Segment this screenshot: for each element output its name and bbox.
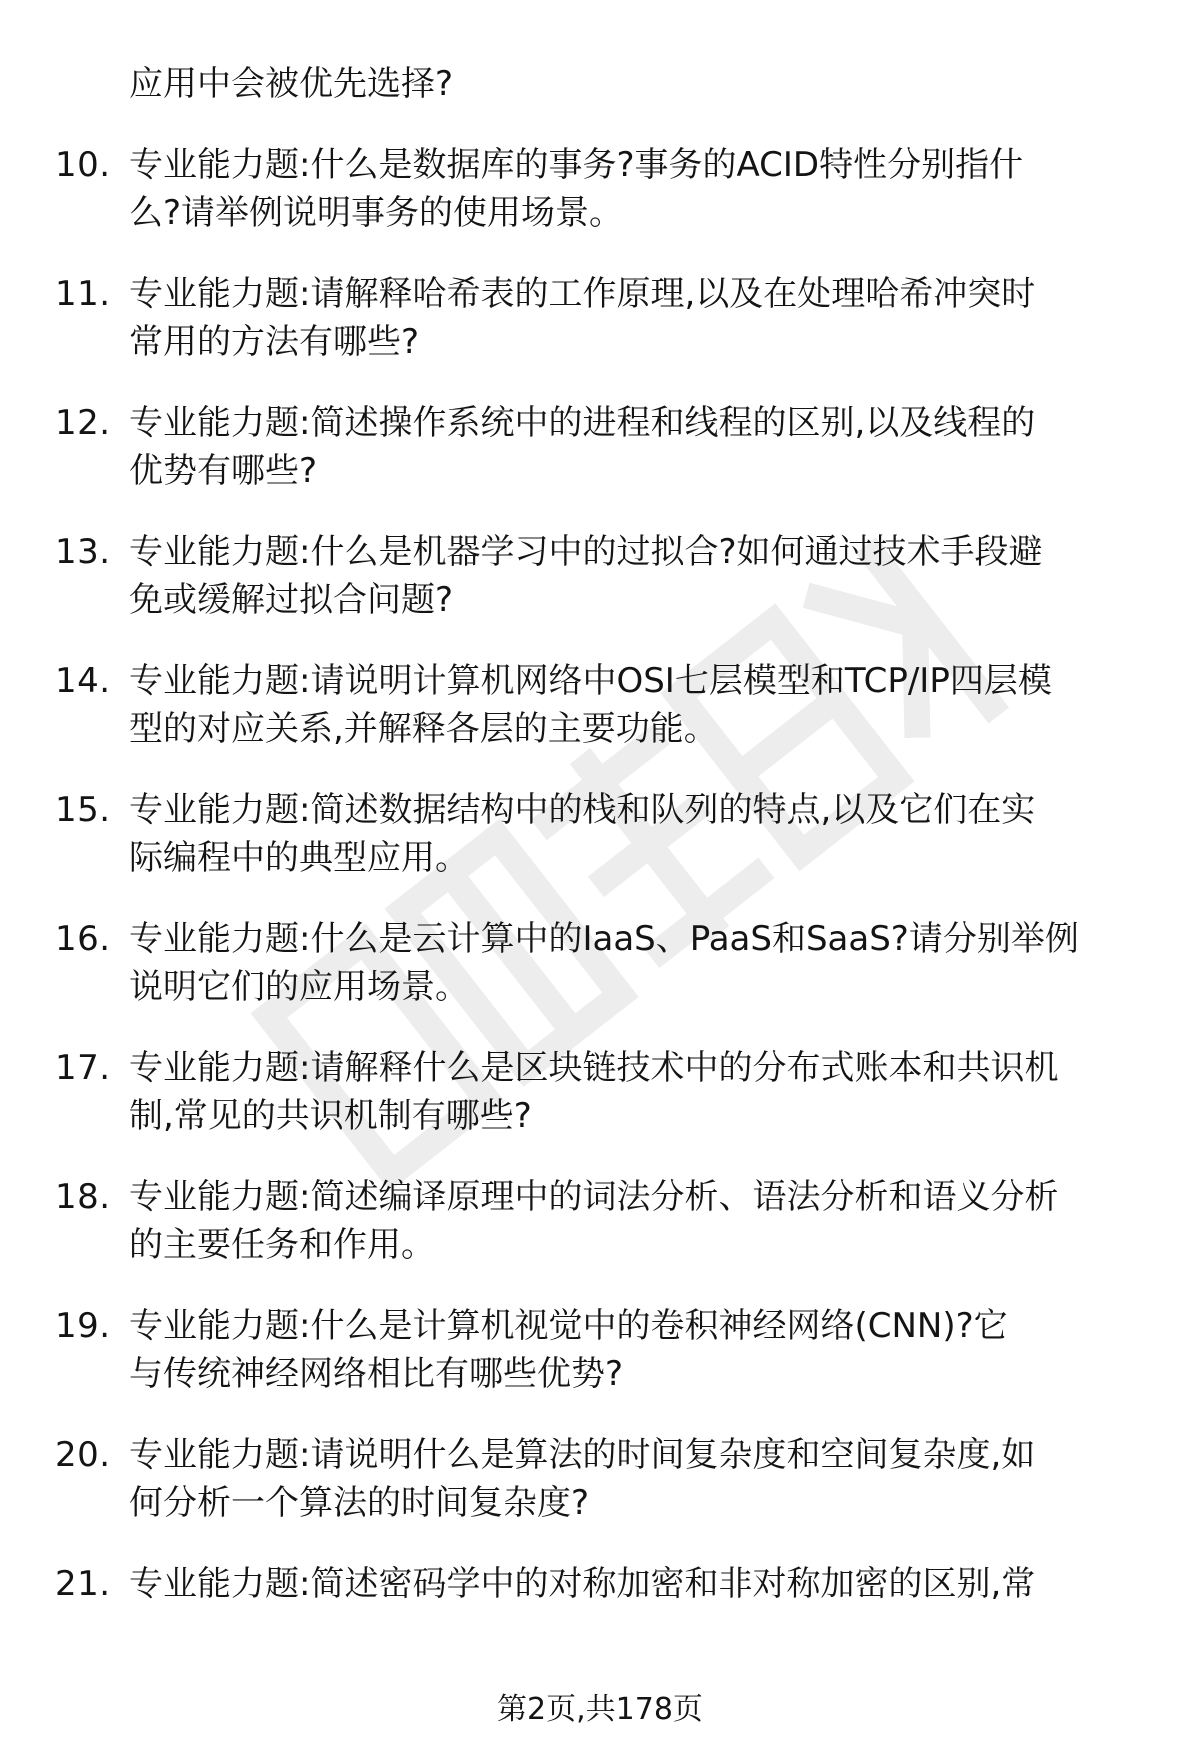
item-number: 19. <box>55 1306 111 1346</box>
item-text: 专业能力题:什么是机器学习中的过拟合?如何通过技术手段避 免或缓解过拟合问题? <box>129 532 1043 620</box>
item-number: 10. <box>55 145 111 185</box>
item-text: 专业能力题:简述编译原理中的词法分析、语法分析和语义分析 的主要任务和作用。 <box>129 1177 1059 1265</box>
list-item <box>55 141 1165 237</box>
list-item <box>55 1173 1165 1269</box>
list-item <box>55 1431 1165 1527</box>
item-number: 12. <box>55 403 111 443</box>
list-item <box>55 528 1165 624</box>
item-text: 专业能力题:请解释哈希表的工作原理,以及在处理哈希冲突时 常用的方法有哪些? <box>129 274 1036 362</box>
list-item <box>55 915 1165 1011</box>
question-list <box>55 60 1165 1608</box>
item-number: 17. <box>55 1048 111 1088</box>
item-text: 专业能力题:什么是计算机视觉中的卷积神经网络(CNN)?它 与传统神经网络相比有哪些优势? <box>129 1306 1008 1394</box>
item-number: 16. <box>55 919 111 959</box>
list-item <box>55 399 1165 495</box>
item-number: 21. <box>55 1564 111 1604</box>
item-number: 11. <box>55 274 111 314</box>
item-text: 专业能力题:简述数据结构中的栈和队列的特点,以及它们在实 际编程中的典型应用。 <box>129 790 1036 878</box>
item-text: 专业能力题:什么是数据库的事务?事务的ACID特性分别指什 么?请举例说明事务的使用场景。 <box>129 145 1024 233</box>
list-item <box>55 786 1165 882</box>
list-item <box>55 1302 1165 1398</box>
list-item <box>55 1044 1165 1140</box>
item-text: 专业能力题:什么是云计算中的IaaS、PaaS和SaaS?请分别举例 说明它们的应用场景。 <box>129 919 1079 1007</box>
list-item <box>55 657 1165 753</box>
item-text: 专业能力题:简述操作系统中的进程和线程的区别,以及线程的 优势有哪些? <box>129 403 1036 491</box>
list-item <box>55 1560 1165 1608</box>
item-number: 13. <box>55 532 111 572</box>
item-text: 专业能力题:简述密码学中的对称加密和非对称加密的区别,常 <box>129 1564 1036 1604</box>
item-number: 14. <box>55 661 111 701</box>
item-text: 专业能力题:请解释什么是区块链技术中的分布式账本和共识机 制,常见的共识机制有哪些? <box>129 1048 1059 1136</box>
carryover-line: 应用中会被优先选择? <box>129 64 454 104</box>
item-text: 专业能力题:请说明计算机网络中OSI七层模型和TCP/IP四层模 型的对应关系,并解释各层的主要功能。 <box>129 661 1052 749</box>
page-footer: 第2页,共178页 <box>497 1692 703 1727</box>
item-number: 15. <box>55 790 111 830</box>
item-number: 20. <box>55 1435 111 1475</box>
item-text: 专业能力题:请说明什么是算法的时间复杂度和空间复杂度,如 何分析一个算法的时间复杂度? <box>129 1435 1036 1523</box>
item-number: 18. <box>55 1177 111 1217</box>
list-item <box>55 270 1165 366</box>
